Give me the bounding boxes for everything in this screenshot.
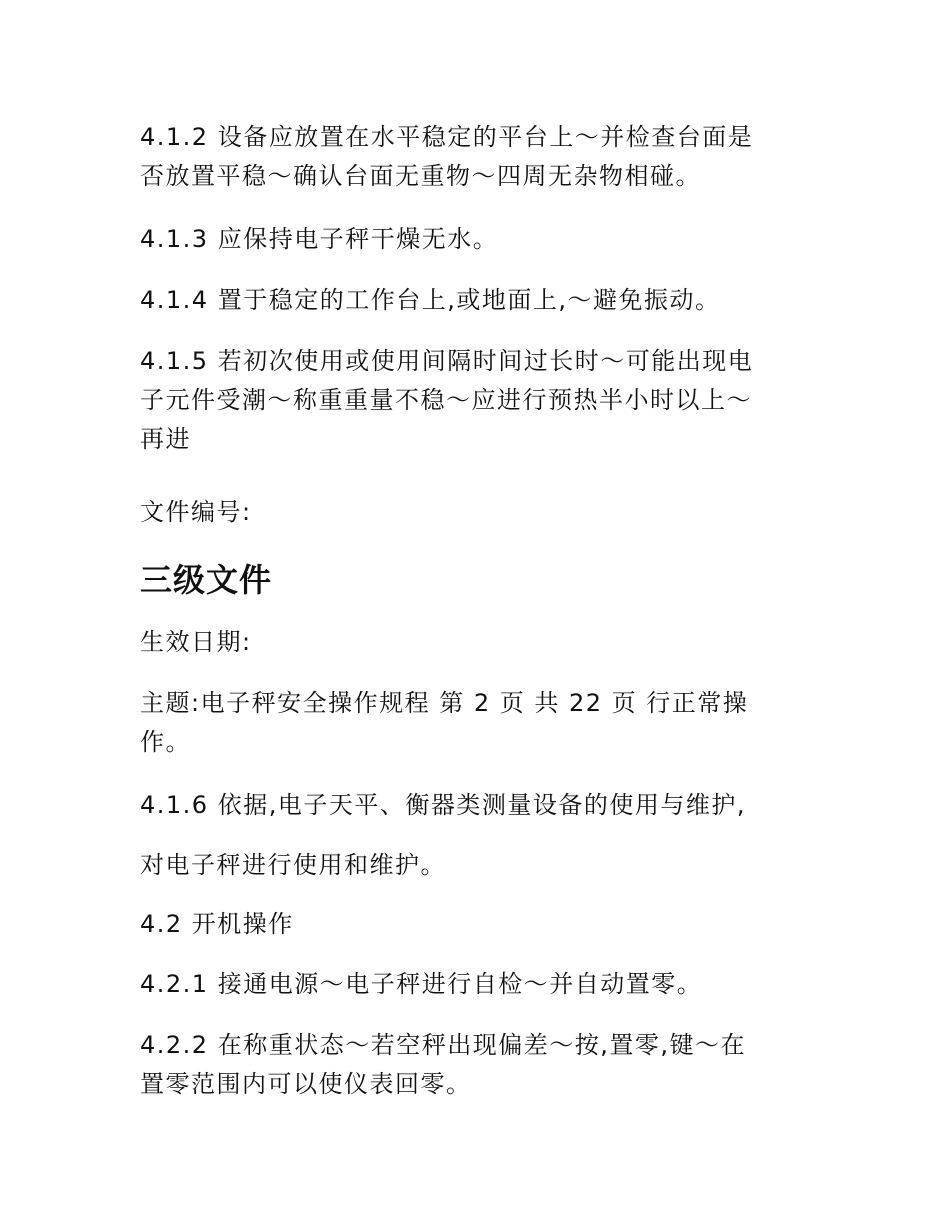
- text-line: 再进: [140, 425, 191, 453]
- text-line: 4.2.2 在称重状态～若空秤出现偏差～按,置零,键～在: [140, 1031, 746, 1059]
- text-line: 否放置平稳～确认台面无重物～四周无杂物相碰。: [140, 162, 701, 190]
- para-4-1-6-cont: 对电子秤进行使用和维护。: [140, 851, 446, 879]
- subject-line: [140, 684, 748, 762]
- para-4-1-2: [140, 118, 753, 196]
- text-line: 置零范围内可以使仪表回零。: [140, 1070, 472, 1098]
- para-4-1-3: [140, 220, 498, 259]
- text-line: 4.1.5 若初次使用或使用间隔时间过长时～可能出现电: [140, 347, 754, 375]
- para-4-2-1: 4.2.1 接通电源～电子秤进行自检～并自动置零。: [140, 970, 703, 998]
- para-4-2-2: [140, 1026, 746, 1104]
- text-line: 作。: [140, 728, 191, 756]
- section-4-2-heading: 4.2 开机操作: [140, 910, 294, 938]
- para-4-1-6: 4.1.6 依据,电子天平、衡器类测量设备的使用与维护,: [140, 791, 746, 819]
- text-line: 4.1.4 置于稳定的工作台上,或地面上,～避免振动。: [140, 286, 721, 314]
- level-title: 三级文件: [140, 561, 273, 599]
- para-4-1-4: [140, 281, 720, 320]
- effective-date-label: 生效日期:: [140, 628, 252, 656]
- text-line: 4.1.3 应保持电子秤干燥无水。: [140, 225, 499, 253]
- doc-number-label: 文件编号:: [140, 498, 252, 526]
- text-line: 4.1.2 设备应放置在水平稳定的平台上～并检查台面是: [140, 123, 754, 151]
- text-line: 子元件受潮～称重重量不稳～应进行预热半小时以上～: [140, 386, 752, 414]
- para-4-1-5: [140, 342, 753, 459]
- text-line: 主题:电子秤安全操作规程 第 2 页 共 22 页 行正常操: [140, 689, 749, 717]
